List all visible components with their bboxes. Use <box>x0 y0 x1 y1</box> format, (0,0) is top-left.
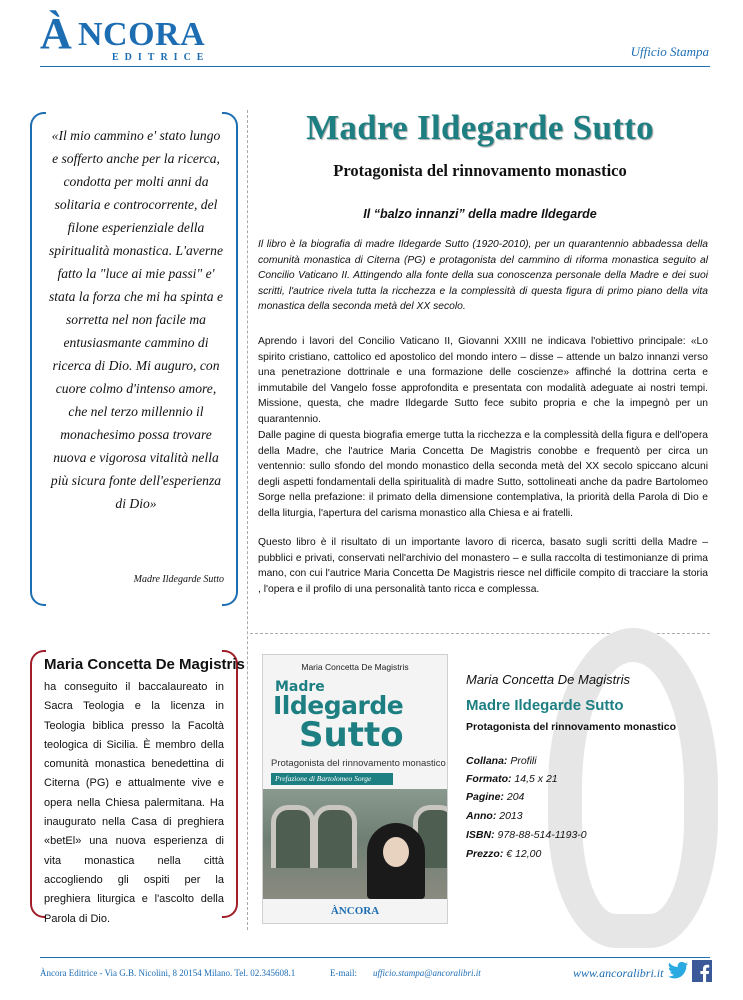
footer-divider <box>40 957 710 958</box>
quote-bracket-right <box>222 112 238 606</box>
facebook-icon[interactable] <box>692 958 712 984</box>
author-bracket-right <box>222 650 238 918</box>
author-name: Maria Concetta De Magistris <box>44 656 245 673</box>
book-cover <box>262 654 448 924</box>
quote-bracket-left <box>30 112 46 606</box>
detail-subtitle: Protagonista del rinnovamento monastico <box>466 721 677 733</box>
logo-subtitle: EDITRICE <box>112 52 210 63</box>
detail-row-anno: Anno: 2013 <box>466 810 523 822</box>
nun-face <box>383 837 409 867</box>
page-subtitle: Protagonista del rinnovamento monastico <box>333 161 627 180</box>
cloister-arch <box>271 805 315 868</box>
cover-preface: Prefazione di Bartolomeo Sorge <box>271 773 393 785</box>
cover-title-line-2: Ildegarde <box>273 691 404 720</box>
body-paragraph: Aprendo i lavori del Concilio Vaticano II, Giovanni XXIII ne indicava l'obiettivo principale: «Lo spirito cristiano, cattolico ed apostolico del mondo intero – disse – attende un balzo innanzi verso una penetrazione dottrinale e una formazione delle coscienze» affinché la dottrina certa e immutabile del Vangelo fosse approfondita e presentata con modalità adeguate ai nostri tempi. Missione, questa, che madre Ildegarde Sutto fece subito propria e che la impegnò per un quarantennio. <box>258 336 708 425</box>
quote-text: «Il mio cammino e' stato lungo e sofferto anche per la ricerca, condotta per molti anni da solitaria e controcorrente, del filone esperienziale della spiritualità monastica. L'averne fatto la "luce ai mie passi" e' stata la forza che mi ha spinta e sorretta nel non facile ma entusiasmante cammino di ricerca di Dio. Mi auguro, con cuore colmo d'intenso amore, che nel terzo millennio il monachesimo possa trovare nuova e vigorosa vitalità nella più sicura fonte dell'esperienza di Dio» <box>48 128 224 511</box>
detail-row-formato: Formato: 14,5 x 21 <box>466 773 558 785</box>
header-divider <box>40 66 710 67</box>
cover-author: Maria Concetta De Magistris <box>301 662 409 672</box>
twitter-icon[interactable] <box>666 958 690 982</box>
body-paragraph: Questo libro è il risultato di un importante lavoro di ricerca, basato sugli scritti della Madre – pubblici e privati, conservati nell'archivio del monastero – e sulla raccolta di testimonianze di prima mano, con cui l'autrice Maria Concetta De Magistris riesce nel difficile compito di tracciare la storia , l'opera e il profilo di una personalità tanto ricca e complessa. <box>258 537 708 595</box>
section-heading: Il “balzo innanzi” della madre Ildegarde <box>363 207 597 221</box>
cloister-arch <box>313 805 357 868</box>
author-bio: ha conseguito il baccalaureato in Sacra Teologia e la licenza in Teologia biblica presso la Facoltà teologica di Sicilia. È membro della comunità monastica benedettina di Citerna (PG) e attualmente vive e opera nella Chiesa palermitana. Ha inaugurato nella Casa di preghiera «betEl» una nuova esperienza di vita monastica nella città accogliendo gli ospiti per la preghiera liturgica e l'ascolto della Parola di Dio. <box>44 681 224 925</box>
logo-initial: À <box>40 9 73 58</box>
office-label: Ufficio Stampa <box>630 44 709 59</box>
cover-title-line-3: Sutto <box>299 715 404 755</box>
cover-title-line-1: Madre <box>275 679 325 695</box>
footer-email-label: E-mail: <box>330 968 357 978</box>
detail-author: Maria Concetta De Magistris <box>466 672 630 687</box>
intro-paragraph: Il libro è la biografia di madre Ildegarde Sutto (1920-2010), per un quarantennio abbadessa della comunità monastica di Citerna (PG) e protagonista del cammino di riforma monastica seguito al Concilio Vaticano II. Attingendo alla fonte della sua conoscenza personale della Madre e dei suoi scritti, l'autrice rivela tutta la ricchezza e la complessità di questa figura di primo piano della vita monastica della seconda metà del XX secolo. <box>258 239 708 313</box>
quote-author: Madre Ildegarde Sutto <box>133 574 224 585</box>
body-paragraph: Dalle pagine di questa biografia emerge tutta la ricchezza e la complessità della figura e dell'opera della Madre, che l'autrice Maria Concetta De Magistris conobbe e frequentò per circa un ventennio: sullo sfondo del mondo monastico della seconda metà del XX secolo spiccano alcuni degli aspetti fondamentali della spiritualità di madre Sutto, sottolineati anche da padre Bartolomeo Sorge nella prefazione: il primato della dimensione contemplativa, la priorità della Parola di Dio e della liturgia, l'apertura del carisma monastico alla Chiesa e ai fratelli. <box>258 430 708 519</box>
footer-email[interactable]: ufficio.stampa@ancoralibri.it <box>373 968 481 978</box>
column-divider <box>247 110 248 930</box>
logo-wordmark: NCORA <box>78 16 206 53</box>
detail-row-prezzo: Prezzo: € 12,00 <box>466 848 542 860</box>
footer-website[interactable]: www.ancoralibri.it <box>573 966 664 980</box>
detail-title: Madre Ildegarde Sutto <box>466 697 624 714</box>
footer-address: Àncora Editrice - Via G.B. Nicolini, 8 20154 Milano. Tel. 02.345608.1 <box>40 968 296 978</box>
cover-publisher-logo: ÀNCORA <box>330 905 380 917</box>
cover-subtitle: Protagonista del rinnovamento monastico <box>271 758 446 769</box>
page-title: Madre Ildegarde Sutto <box>306 108 654 147</box>
detail-row-isbn: ISBN: 978-88-514-1193-0 <box>466 829 587 841</box>
detail-row-pagine: Pagine: 204 <box>466 791 525 803</box>
detail-row-collana: Collana: Profili <box>466 755 537 767</box>
